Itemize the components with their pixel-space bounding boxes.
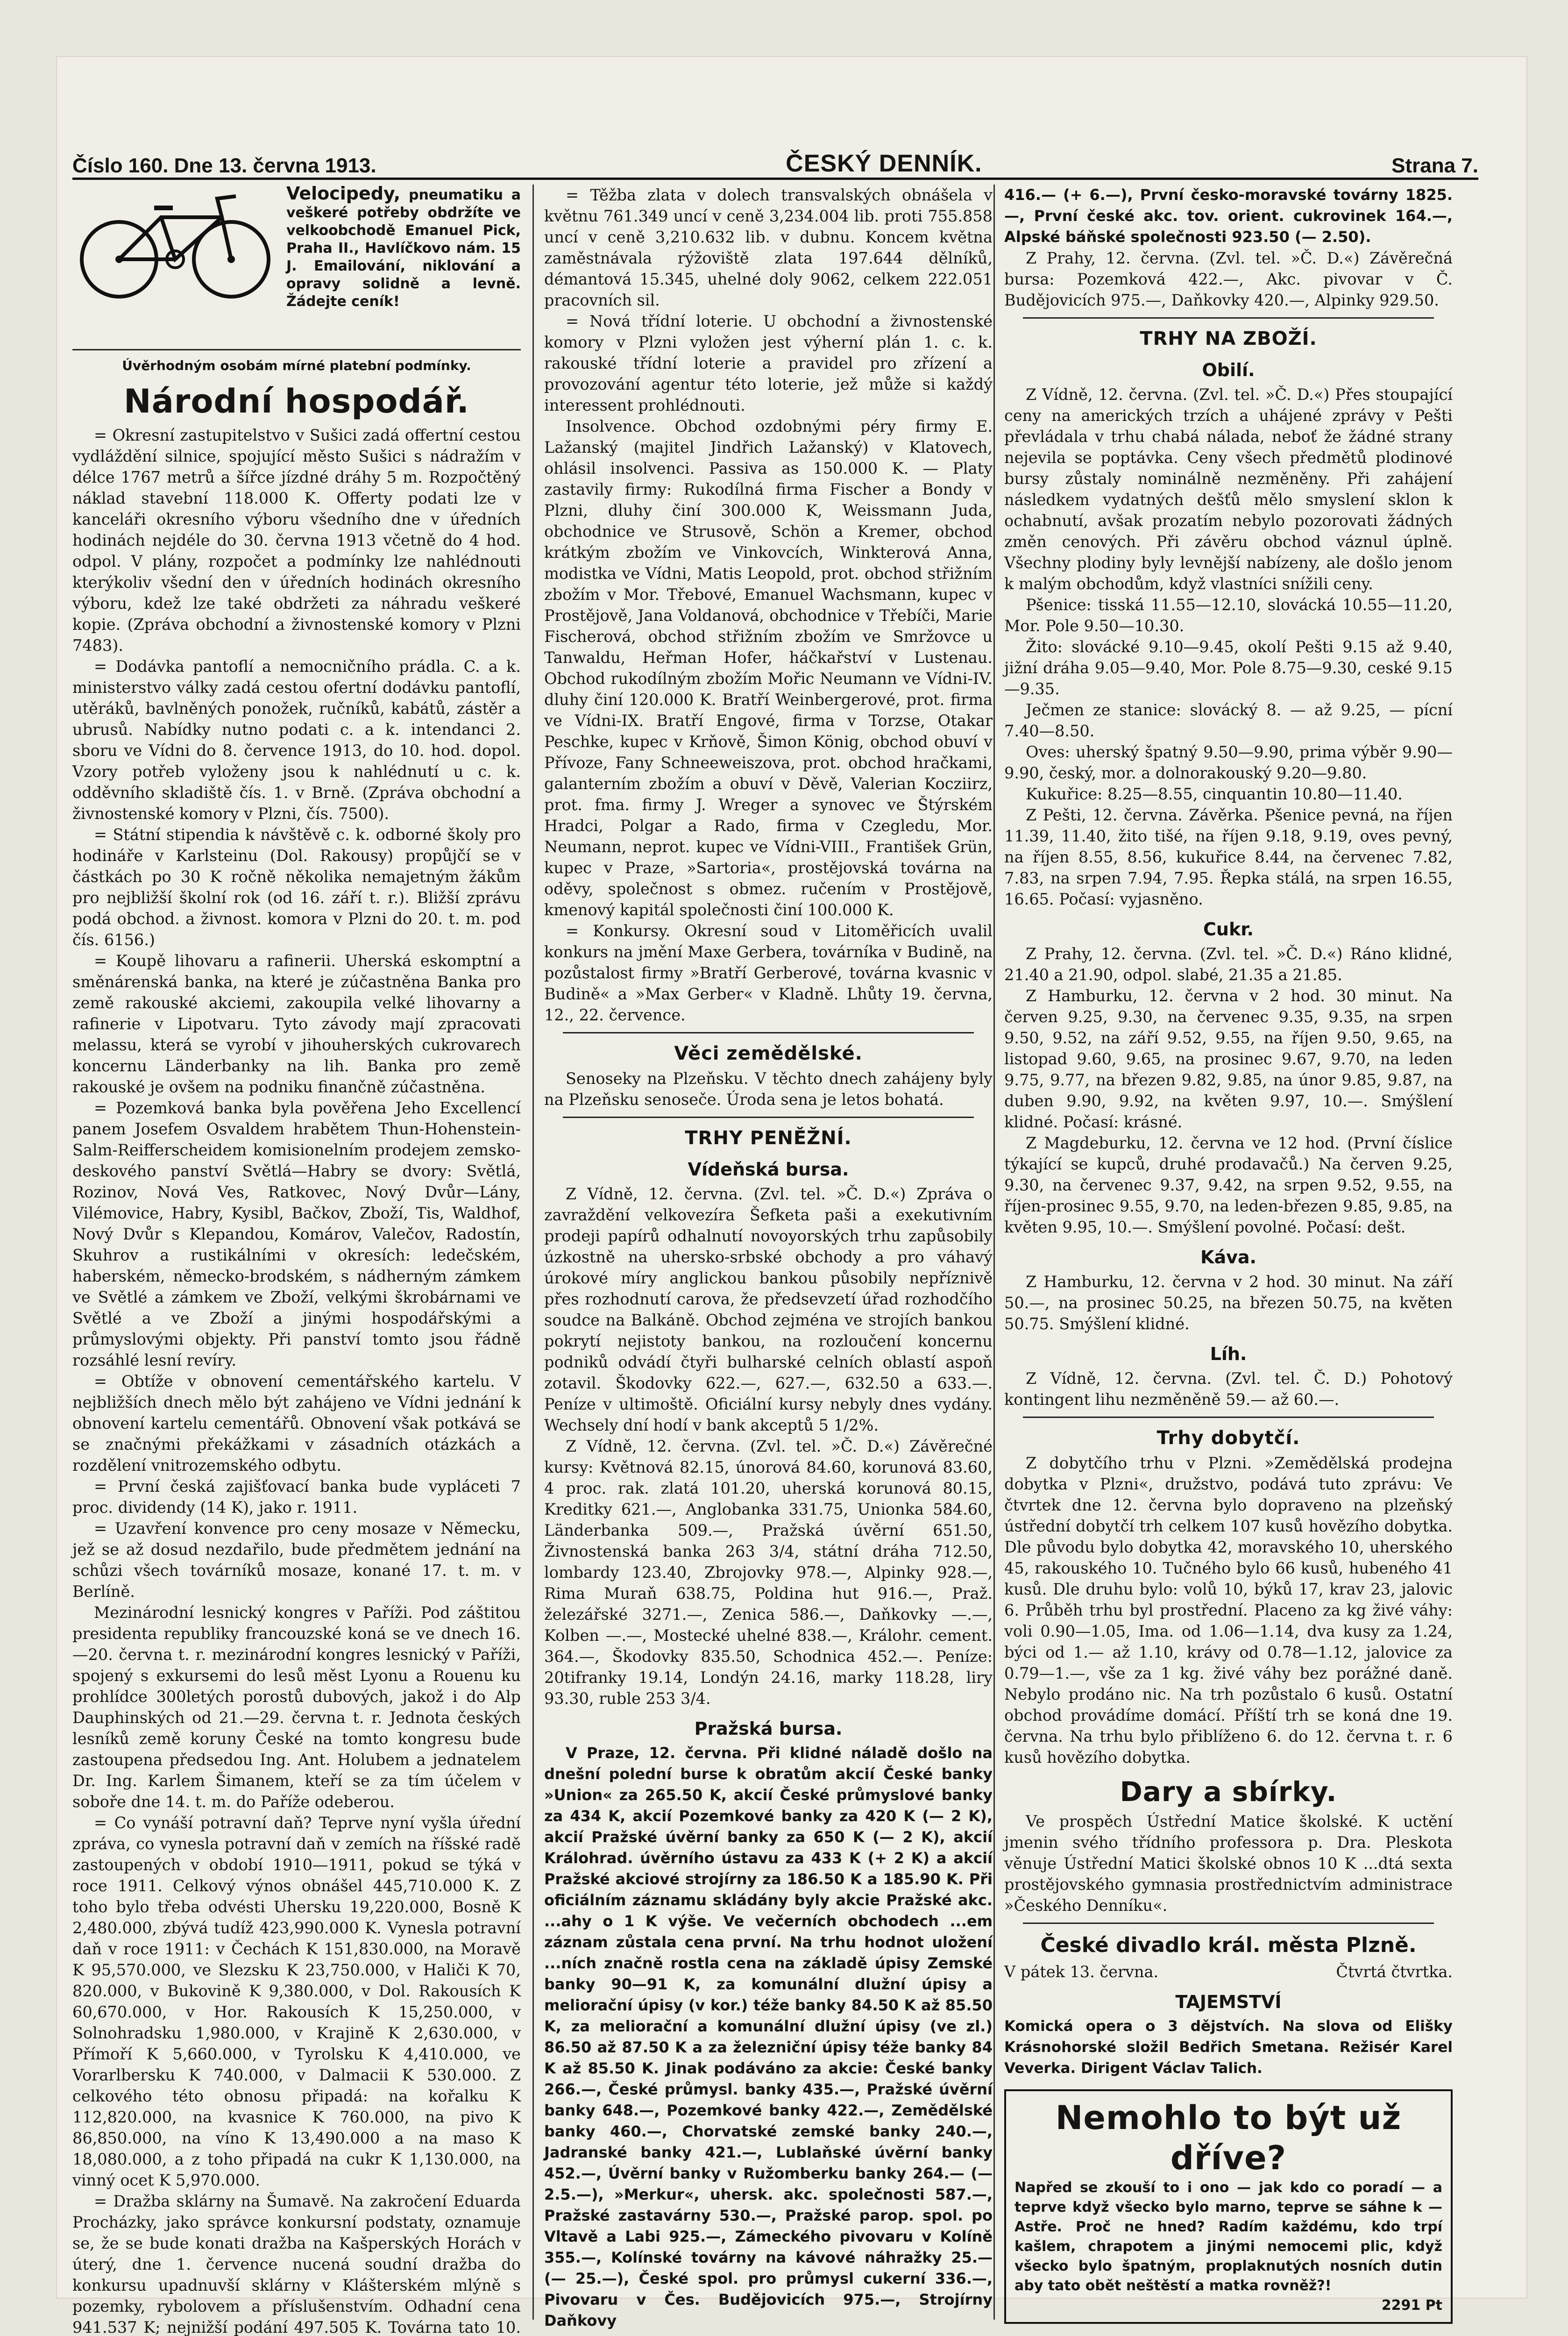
page-number: Strana 7. <box>1391 154 1478 177</box>
article-paragraph: = Dražba sklárny na Šumavě. Na zakročení Eduarda Procházky, jako správce konkursní podstaty, oznamuje se, že se bude konati dražba na Kašperských Horách v úterý, dne 1. července nucená soudní dražba do konkursu upadnuvší sklárny v Klášterském mlýně s pozemky, rybolovem a příslušenstvím. Odhadní cena 941.537 K; nejnižší podání 497.505 K. Továrna tato 10. <box>72 2192 521 2336</box>
article-paragraph: Z Hamburku, 12. června v 2 hod. 30 minut. Na červen 9.25, 9.30, na červenec 9.35, 9.35, na srpen 9.50, 9.52, na září 9.52, 9.55, na říjen 9.50, 9.65, na listopad 9.60, 9.65, na prosinec 9.67, 9.70, na leden 9.75, 9.77, na březen 9.82, 9.85, na únor 9.85, 9.87, na duben 9.90, 9.92, na květen 9.97, 10.—. Smýšlení klidné. Počasí: krásné. <box>1004 987 1453 1131</box>
article-paragraph: Kukuřice: 8.25—8.55, cinquantin 10.80—11.40. <box>1026 785 1403 803</box>
section-heading-agriculture: Věci zemědělské. <box>674 1043 863 1064</box>
article-paragraph: 416.— (+ 6.—), První česko-moravské továrny 1825.—, První české akc. tov. orient. cukrovinek 164.—, Alpské báňské společnosti 923.50 (— 2.50). <box>1004 186 1453 246</box>
article-paragraph: Oves: uherský špatný 9.50—9.90, prima výběr 9.90—9.90, český, mor. a dolnorakouský 9.20—9.80. <box>1004 743 1453 782</box>
article-paragraph: Z Prahy, 12. června. (Zvl. tel. »Č. D.«) Ráno klidné, 21.40 a 21.90, odpol. slabé, 21.35 a 21.85. <box>1004 945 1453 984</box>
article-paragraph: = Dodávka pantoflí a nemocničního prádla. C. a k. ministerstvo války zadá cestou ofertní dodávku pantoflí, utěráků, bavlněných ponožek, ručníků, kabátů, zástěr a ubrusů. Nabídky nutno podati c. a k. intendanci 2. sboru ve Vídni do 8. července 1913, do 10. hod. dopol. Vzory potřeb vyloženy jsou k nahlédnutí u c. k. odděvního skladiště čís. 1. v Brně. (Zpráva obchodní a živnostenské komory v Plzni, čís. 7500). <box>72 657 521 823</box>
section-heading-national-economy: Národní hospodář. <box>123 382 469 420</box>
article-paragraph: = Pozemková banka byla pověřena Jeho Excellencí panem Josefem Osvaldem hrabětem Thun-Hohenstein-Salm-Reifferscheidem komisionelním prodejem zemsko-deskového panství Světlá—Habry se dvory: Světlá, Rozinov, Nová Ves, Ratkovec, Nový Dvůr—Lány, Vilémovice, Habry, Kysibl, Bačkov, Zboží, Tis, Waldhof, Nový Dvůr s Klepandou, Komárov, Valečov, Radostín, Skuhrov a rustikálními v okresích: ledečském, haberském, německo-brodském, s nádherným zámkem ve Světlé a zámkem ve Zboží, velkými škrobárnami ve Světlé a ve Zboží a jinými hospodářskými a průmyslovými objekty. Při panství tomto jsou řádně rozsáhlé lesní revíry. <box>72 1099 521 1369</box>
article-paragraph: Senoseky na Plzeňsku. V těchto dnech zahájeny byly na Plzeňsku senoseče. Úroda sena je letos bohatá. <box>544 1069 993 1109</box>
column-3 <box>1004 185 1453 2315</box>
article-paragraph: = Uzavření konvence pro ceny mosaze v Německu, jež se až dosud nezdařilo, bude předmětem jednání na schůzi všech továrníků mosaze, konané 17. t. m. v Berlíně. <box>72 1519 521 1601</box>
ad-headline: Nemohlo to být už dříve? <box>1055 2099 1402 2177</box>
article-paragraph: = Těžba zlata v dolech transvalských obnášela v květnu 761.349 uncí v ceně 3,234.004 lib. proti 755.858 uncí v ceně 3,210.632 lib. v dubnu. Koncem května zaměstnávala rýžoviště zlata 197.644 dělníků, démantová 15.345, uhelné doly 9062, celkem 222.051 pracovních sil. <box>544 186 993 309</box>
article-paragraph: = Nová třídní loterie. U obchodní a živnostenské komory v Plzni vyložen jest výherní plán 1. c. k. rakouské třídní loterie a pravidel pro zřízení a provozování agentur této loterie, jež může si každý interessent prohlédnouti. <box>544 312 993 414</box>
bicycle-icon <box>72 185 278 301</box>
article-paragraph: = Konkursy. Okresní soud v Litoměřicích uvalil konkurs na jmění Maxe Gerbera, továrníka v Budině, na pozůstalost firmy »Bratří Gerberové, továrna kvasnic v Budině« a »Max Gerber« v Kladně. Lhůty 19. června, 12., 22. července. <box>544 922 993 1024</box>
article-paragraph: = Koupě lihovaru a rafinerii. Uherská eskomptní a směnárenská banka, na které je zúčastněna Banka pro země rakouské akciemi, zakoupila velké lihovarny a rafinerie v Lipotvaru. Tyto závody mají zpracovati melassu, která se vyrobí v jihouherských cukrovarech koncernu Länderbanky na lih. Banka pro země rakouské je ovšem na podniku finančně zúčastněna. <box>72 952 521 1096</box>
section-heading-cattle-markets: Trhy dobytčí. <box>1156 1427 1300 1449</box>
masthead-rule <box>72 178 1478 180</box>
article-paragraph: = První česká zajišťovací banka bude vypláceti 7 proc. dividendy (14 K), jako r. 1911. <box>72 1477 521 1517</box>
article-paragraph: Z Vídně, 12. června. (Zvl. tel. »Č. D.«) Zpráva o zavraždění velkovezíra Šefketa paši a exekutivním prodeji papírů odhalnutí novoyorských trhu zapůsobily úzkostně na uhersko-srbské obchody a pro váhavý úrokové míry anglickou bankou působily nepříznivě přes rozhodnutí carova, že předsevzetí úřad rozhodčího soudce na Balkáně. Obchod zejména ve strojích bankou pokrytí nejistoty bankou, na rozloučení koncernu podniků odvádí čtyři bulharské celních oblastí aspoň zotavil. Škodovky 622.—, 627.—, 632.50 a 633.—. Peníze v ultimoště. Oficiální kursy nebyly dnes vydány. Wechsely dní hodí v bank akceptů 5 1/2%. <box>544 1185 993 1434</box>
article-paragraph: = Státní stipendia k návštěvě c. k. odborné školy pro hodináře v Karlsteinu (Dol. Rakousy) propůjčí se v částkách po 30 K ročně několika nemajetným žákům pro nejbližší školní rok (od 16. září t. r.). Bližší zprávu podá obchod. a živnost. komora v Plzni do 20. t. m. pod čís. 6156.) <box>72 826 521 949</box>
subheading-spirits: Líh. <box>1210 1344 1247 1364</box>
theatre-series: Čtvrtá čtvrtka. <box>1336 1963 1453 1981</box>
article-paragraph: = Okresní zastupitelstvo v Sušici zadá offertní cestou vydláždění silnice, spojující město Sušici s nádražím v délce 1767 metrů a šířce jízdné dráhy 5 m. Rozpočtěný náklad stavební 118.000 K. Offerty podati lze v kanceláři okresního výboru všedního dne v úředních hodinách nejdéle do 30. června 1913 včetně do 4 hod. odpol. V plány, rozpočet a podmínky lze nahlédnouti kterýkoliv všední den v úředních hodinách okresního výboru, kdež lze také obdržeti za náhradu veškeré kopie. (Zpráva obchodní a živnostenské komory v Plzni 7483). <box>72 426 521 655</box>
astra-advertisement <box>1004 2089 1453 2324</box>
theatre-date-row <box>1004 1961 1453 1982</box>
ad-code: 2291 Pt <box>1381 2297 1442 2314</box>
theatre-description: Komická opera o 3 dějstvích. Na slova od Elišky Krásnohorské složil Bedřich Smetana. Režisér Karel Veverka. Dirigent Václav Talich. <box>1004 2018 1453 2077</box>
article-paragraph: Mezinárodní lesnický kongres v Paříži. Pod záštitou presidenta republiky francouzské koná se ve dnech 16.—20. června t. r. mezinárodní kongres lesnický v Paříži, spojený s exkursemi do lesů měst Lyonu a Rouenu ku prohlídce 300letých porostů dubových, jakož i do Alp Dauphinských od 21.—29. června t. r. Jednota českých lesníků země koruny České na tomto kongresu bude zastoupena předsedou Ing. Ant. Holubem a jednatelem Dr. Ing. Karlem Šimanem, kteří se za tím účelem v soboře dne 14. t. m. do Paříže odeberou. <box>72 1603 521 1811</box>
article-paragraph: Pšenice: tisská 11.55—12.10, slovácká 10.55—11.20, Mor. Pole 9.50—10.30. <box>1004 596 1453 635</box>
article-paragraph: Z Vídně, 12. června. (Zvl. tel. Č. D.) Pohotový kontingent lihu nezměněně 59.— až 60.—. <box>1004 1369 1453 1409</box>
column-1 <box>72 183 521 2336</box>
divider <box>1023 317 1434 319</box>
article-paragraph: Z Prahy, 12. června. (Zvl. tel. »Č. D.«) Závěrečná bursa: Pozemková 422.—, Akc. pivovar v Č. Budějovicích 975.—, Daňkovky 420.—, Alpinky 929.50. <box>1004 249 1453 309</box>
divider <box>1023 1417 1434 1418</box>
issue-number-date: Číslo 160. Dne 13. června 1913. <box>72 154 376 177</box>
bicycle-advertisement <box>72 185 521 350</box>
ad-title: Velocipedy, <box>286 183 401 204</box>
article-paragraph: Z Pešti, 12. června. Závěrka. Pšenice pevná, na říjen 11.39, 11.40, žito tišé, na říjen 9.18, 9.19, oves pevný, na říjen 8.55, 8.56, kukuřice 8.44, na červenec 7.82, 7.83, na srpen 7.94, 7.95. Řepka stálá, na srpen 16.55, 16.65. Počasí: vyjasněno. <box>1004 806 1453 908</box>
article-paragraph: Z dobytčího trhu v Plzni. »Zemědělská prodejna dobytka v Plzni«, družstvo, podává tuto zprávu: Ve čtvrtek dne 12. června bylo dopraveno na plzeňský ústřední dobytčí trh celkem 107 kusů hovězího dobytka. Dle původu bylo dobytka 42, moravského 10, uherského 45, rakouského 10. Tučného bylo 66 kusů, hubeného 41 kusů. Dle druhu bylo: volů 10, býků 17, krav 23, jalovic 6. Průběh trhu byl prostřední. Placeno za kg živé váhy: voli 0.90—1.05, Ima. od 1.06—1.14, dva kusy za 1.24, býci od 1.— až 1.10, krávy od 0.78—1.12, jalovice za 0.79—1.—, vše za 1 kg. živé váhy bez porážné daně. Nebylo prodáno nic. Na trh pozůstalo 6 kusů. Ostatní obchod provádíme domácí. Příští trh se koná dne 19. června. Na trhu bylo přiblíženo 6. do 12. června t. r. 6 kusů hovězího dobytka. <box>1004 1454 1453 1766</box>
article-paragraph: Z Magdeburku, 12. června ve 12 hod. (První číslice týkající se kupců, druhé prodavačů.) Na červen 9.25, 9.30, na červenec 9.37, 9.42, na srpen 9.52, 9.55, na říjen-prosinec 9.55, 9.70, na leden-březen 9.85, 9.85, na květen 9.95, 10.—. Smýšlení povolné. Počasí: dešt. <box>1004 1134 1453 1236</box>
article-paragraph: Z Vídně, 12. června. (Zvl. tel. »Č. D.«) Přes stoupající ceny na amerických trzích a uhájené zprávy v Pešti převládala v trhu chabá nálada, neboť že žádné strany nejevila se poptávka. Ceny všech předmětů plodinové bursy zůstaly nominálně nezměněny. Při zahájení následkem vydatných dešťů mělo smyslení sklon k ochabnutí, avšak prozatím nebylo pozorovati žádných změn cenových. Při závěru obchod váznul úplně. Všechny plodiny byly levnější nabízeny, ale došlo jenom k malým obchodům, když vlastníci snížili ceny. <box>1004 385 1453 593</box>
theatre-day: V pátek 13. června. <box>1004 1963 1159 1981</box>
subheading-vienna-exchange: Vídeňská bursa. <box>688 1159 849 1180</box>
article-paragraph: = Obtíže v obnovení cementářského kartelu. V nejbližších dnech mělo být zahájeno ve Vídni jednání k obnovení kartelu cementářů. Obnovení však potkává se se značnými překážkami v zásadních otázkách a rozdělení vnitrozemského odbytu. <box>72 1372 521 1474</box>
column-divider <box>532 185 534 2320</box>
divider <box>563 1117 974 1118</box>
column-divider <box>993 185 995 2320</box>
newspaper-title: ČESKÝ DENNÍK. <box>786 150 982 177</box>
article-paragraph: Žito: slovácké 9.10—9.45, okolí Pešti 9.15 až 9.40, jižní dráha 9.05—9.40, Mor. Pole 8.75—9.30, ceské 9.15—9.35. <box>1004 638 1453 698</box>
subheading-coffee: Káva. <box>1200 1247 1256 1268</box>
article-paragraph: = Co vynáší potravní daň? Teprve nyní vyšla úřední zpráva, co vynesla potravní daň v zemích na říšské radě zastoupených v období 1910—1911, pokud se týká v roce 1911. Celkový výnos obnášel 445,710.000 K. Z toho bylo třeba odvésti Uhersku 19,220.000, Bosně K 2,480.000, zbývá tudíž 423,990.000 K. Vynesla potravní daň v roce 1911: v Čechách K 151,830.000, na Moravě K 95,570.000, ve Slezsku K 23,750.000, v Haliči K 70, 820.000, v Bukovině K 9,380.000, v Dol. Rakousích K 60,670.000, v Hor. Rakousích K 15,250.000, v Solnohradsku 1,980.000, v Krajině K 2,630.000, v Přímoří K 5,660.000, v Tyrolsku K 4,410.000, ve Vorarlbersku K 740.000, v Dalmacii K 530.000. Z celkového této obnosu připadá: na kořalku K 112,820.000, na kvasnice K 760.000, na pivo K 86,850.000, na víno K 13,490.000 a na maso K 18,080.000, a z toho připadá na cukr K 1,130.000, na vinný ocet K 5,970.000. <box>72 1814 521 2189</box>
subheading-grain: Obilí. <box>1202 360 1255 380</box>
column-2 <box>544 185 993 2329</box>
divider <box>1023 1923 1434 1924</box>
article-paragraph: Ječmen ze stanice: slovácký 8. — až 9.25, — pícní 7.40—8.50. <box>1004 701 1453 740</box>
article-paragraph: Insolvence. Obchod ozdobnými péry firmy E. Lažanský (majitel Jindřich Lažanský) v Klatovech, ohlásil insolvenci. Passiva as 150.000 K. — Platy zastavily firmy: Rukodílná firma Fischer a Bondy v Plzni, dluhy činí 300.000 K, Weissmann Juda, obchodnice ve Strusově, Schön a Kremer, obchod krátkým zbožím ve Vinkovcích, Winkterová Anna, modistka ve Vídni, Matis Leopold, prot. obchod střižním zbožím v Mor. Třebové, Emanuel Wachsmann, kupec v Prostějově, Jana Voldanová, obchodnice v Třebíči, Marie Fischerová, obchod střižním zbožím ve Smržovce u Tanwaldu, Heřman Hofer, háčkařství v Lustenau. Obchod rukodílným zbožím Mořic Neumann ve Vídni-IV. dluhy činí 120.000 K. Bratří Weinbergerové, prot. firma ve Vídni-IX. Bratří Engové, firma v Torzse, Otakar Peschke, kupec v Krňově, Šimon König, obchod obuví v Přívoze, Fany Schneeweiszova, prot. obchod hračkami, galanterním zbožím a obuví v Děvě, Valerian Kocziirz, prot. fma. firmy J. Wreger a synovec ve Štýrském Hradci, Polgar a Rado, firma v Czegledu, Mor. Neumann, neprot. kupec ve Vídni-VIII., František Grün, kupec v Praze, »Sartoria«, prostějovská továrna na oděvy, společnost s obmez. ručením v Prostějově, kmenový kapitál společnosti činí 100.000 K. <box>544 417 993 919</box>
section-heading-money-markets: TRHY PENĚŽNÍ. <box>685 1127 852 1149</box>
section-heading-commodity-markets: TRHY NA ZBOŽÍ. <box>1140 328 1317 349</box>
subheading-prague-exchange: Pražská bursa. <box>694 1718 843 1739</box>
article-paragraph: Z Vídně, 12. června. (Zvl. tel. »Č. D.«) Závěrečné kursy: Květnová 82.15, únorová 84.60, korunová 83.60, 4 proc. rak. zlatá 101.20, uherská korunová 80.15, Kreditky 621.—, Anglobanka 331.75, Unionka 584.60, Länderbanka 509.—, Pražská úvěrní 651.50, Živnostenská banka 263 3/4, státní dráha 712.50, lombardy 123.40, Zbrojovky 978.—, Alpinky 928.—, Rima Muraň 638.75, Poldina hut 916.—, Praž. železářské 3271.—, Zenica 586.—, Daňkovky —.—, Kolben —.—, Mostecké uhelné 838.—, Králohr. cement. 364.—, Škodovky 835.50, Schodnica 452.—. Peníze: 20tifranky 19.14, Londýn 24.16, marky 118.28, liry 93.30, ruble 253 3/4. <box>544 1437 993 1708</box>
ad-body: Napřed se zkouší to i ono — jak kdo co poradí — a teprve když všecko bylo marno, teprve se sáhne k — Astře. Proč ne hned? Radím každému, kdo trpí kašlem, chrapotem a jinými nemocemi plic, když všecko bylo špatným, proplaknutých nosních dutin aby tato obět neštěstí a matka rovněž?! <box>1015 2179 1442 2294</box>
ad-footer: Úvěrhodným osobám mírné platební podmínky. <box>122 358 471 373</box>
article-paragraph: V Praze, 12. června. Při klidné náladě došlo na dnešní polední burse k obratům akcií České banky »Union« za 265.50 K, akcií České průmyslové banky za 434 K, akcií Pozemkové banky za 420 K (— 2 K), akcií Pražské úvěrní banky za 650 K (— 2 K), akcií Králohrad. úvěrního ústavu za 433 K (+ 2 K) a akcií Pražské akciové strojírny za 186.50 K a 185.90 K. Při oficiálním záznamu skládány byly akcie Pražské akc. ...ahy o 1 K výše. Ve večerních obchodech ...em záznam zůstala cena první. Na trhu hodnot uložení ...ních značně rostla cena na základě úpisy Zemské banky 90—91 K, za komunální dlužní úpisy a meliorační úpisy (v kor.) téže banky 84.50 K až 85.50 K, za meliorační a komunální dlužní úpisy (ve zl.) 86.50 až 87.50 K a za železniční úpisy téže banky 84 K až 85.50 K. Jinak podáváno za akcie: České banky 266.—, České průmysl. banky 435.—, Pražské úvěrní banky 648.—, Pozemkové banky 422.—, Zemědělské banky 460.—, Chorvatské zemské banky 240.—, Jadranské banky 421.—, Lublaňské úvěrní banky 452.—, Úvěrní banky v Ružomberku banky 264.— (— 2.5.—), »Merkur«, uhersk. akc. společnosti 587.—, Pražské zastavárny 530.—, Pražské parop. spol. po Vltavě a Labi 925.—, Zámeckého pivovaru v Kolíně 355.—, Kolínské továrny na kávové náhražky 25.— (— 25.—), České spol. pro průmysl cukerní 336.—, Pivovaru v Čes. Budějovicích 975.—, Strojírny Daňkovy <box>544 1744 993 2329</box>
subheading-sugar: Cukr. <box>1203 919 1254 940</box>
ad-text: pneumatiku a veškeré potřeby obdržíte ve velkoobchodě Emanuel Pick, Praha II., Havlíčkovo nám. 15 J. Emailování, niklování a opravy solidně a levně. Žádejte ceník! <box>286 187 521 310</box>
section-heading-gifts: Dary a sbírky. <box>1120 1776 1337 1808</box>
article-paragraph: Z Hamburku, 12. června v 2 hod. 30 minut. Na září 50.—, na prosinec 50.25, na březen 50.75, na květen 50.75. Smýšlení klidné. <box>1004 1273 1453 1333</box>
theatre-heading: České divadlo král. města Plzně. <box>1040 1933 1417 1957</box>
article-paragraph: Ve prospěch Ústřední Matice školské. K uctění jmenin svého třídního professora p. Dra. Pleskota věnuje Ústřední Matici školské obnos 10 K ...dtá sexta prostějovského gymnasia prostřednictvím administrace »Českého Denníku«. <box>1004 1812 1453 1915</box>
divider <box>563 1032 974 1033</box>
theatre-play-title: TAJEMSTVÍ <box>1175 1992 1282 2012</box>
masthead <box>72 140 1478 178</box>
